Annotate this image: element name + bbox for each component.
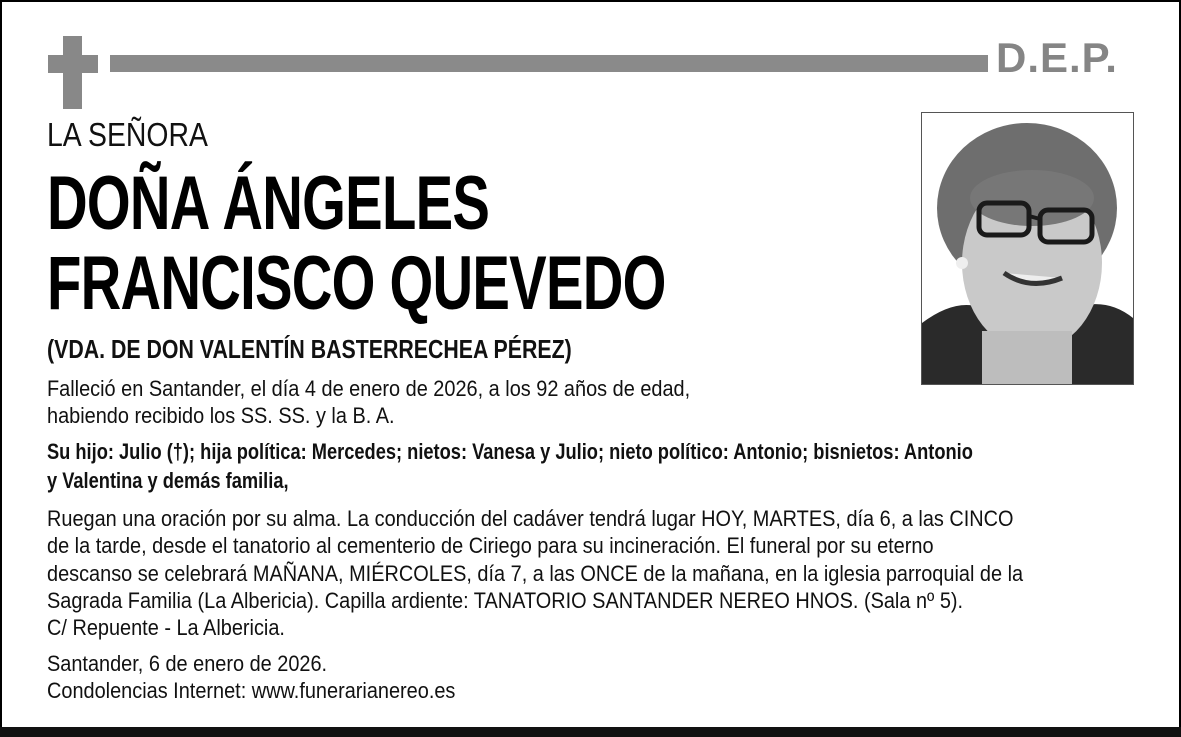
deceased-name-line-2: FRANCISCO QUEVEDO: [47, 241, 666, 326]
service-text: Ruegan una oración por su alma. La conducción del cadáver tendrá lugar HOY, MARTES, día 6, a las CINCO: [47, 506, 1014, 531]
family-text: Su hijo: Julio (†); hija política: Mercedes; nietos: Vanesa y Julio; nieto político: Antonio; bisnietos: Antonio: [47, 439, 973, 464]
portrait-photo: [921, 112, 1134, 385]
service-text: descanso se celebrará MAÑANA, MIÉRCOLES, día 7, a las ONCE de la mañana, en la iglesia parroquial de la: [47, 561, 1024, 586]
death-text: habiendo recibido los SS. SS. y la B. A.: [47, 403, 395, 428]
intro-label: LA SEÑORA: [47, 116, 208, 153]
footer-condolences: Condolencias Internet: www.funerarianereo.es: [47, 678, 456, 703]
header-rule: [110, 55, 988, 72]
deceased-name-line-1: DOÑA ÁNGELES: [47, 161, 490, 246]
footer-date: Santander, 6 de enero de 2026.: [47, 651, 328, 676]
family-text: y Valentina y demás familia,: [47, 468, 289, 493]
service-text: Sagrada Familia (La Albericia). Capilla ardiente: TANATORIO SANTANDER NEREO HNOS. (Sala nº 5).: [47, 588, 964, 613]
dep-label: D.E.P.: [996, 34, 1118, 81]
service-text: C/ Repuente - La Albericia.: [47, 615, 285, 640]
service-text: de la tarde, desde el tanatorio al cementerio de Ciriego para su incineración. El funeral por su eterno: [47, 533, 934, 558]
bottom-border: [0, 727, 1181, 737]
widow-of: (VDA. DE DON VALENTÍN BASTERRECHEA PÉREZ): [47, 334, 572, 364]
cross-icon-arm: [48, 55, 98, 73]
death-text: Falleció en Santander, el día 4 de enero de 2026, a los 92 años de edad,: [47, 376, 691, 401]
